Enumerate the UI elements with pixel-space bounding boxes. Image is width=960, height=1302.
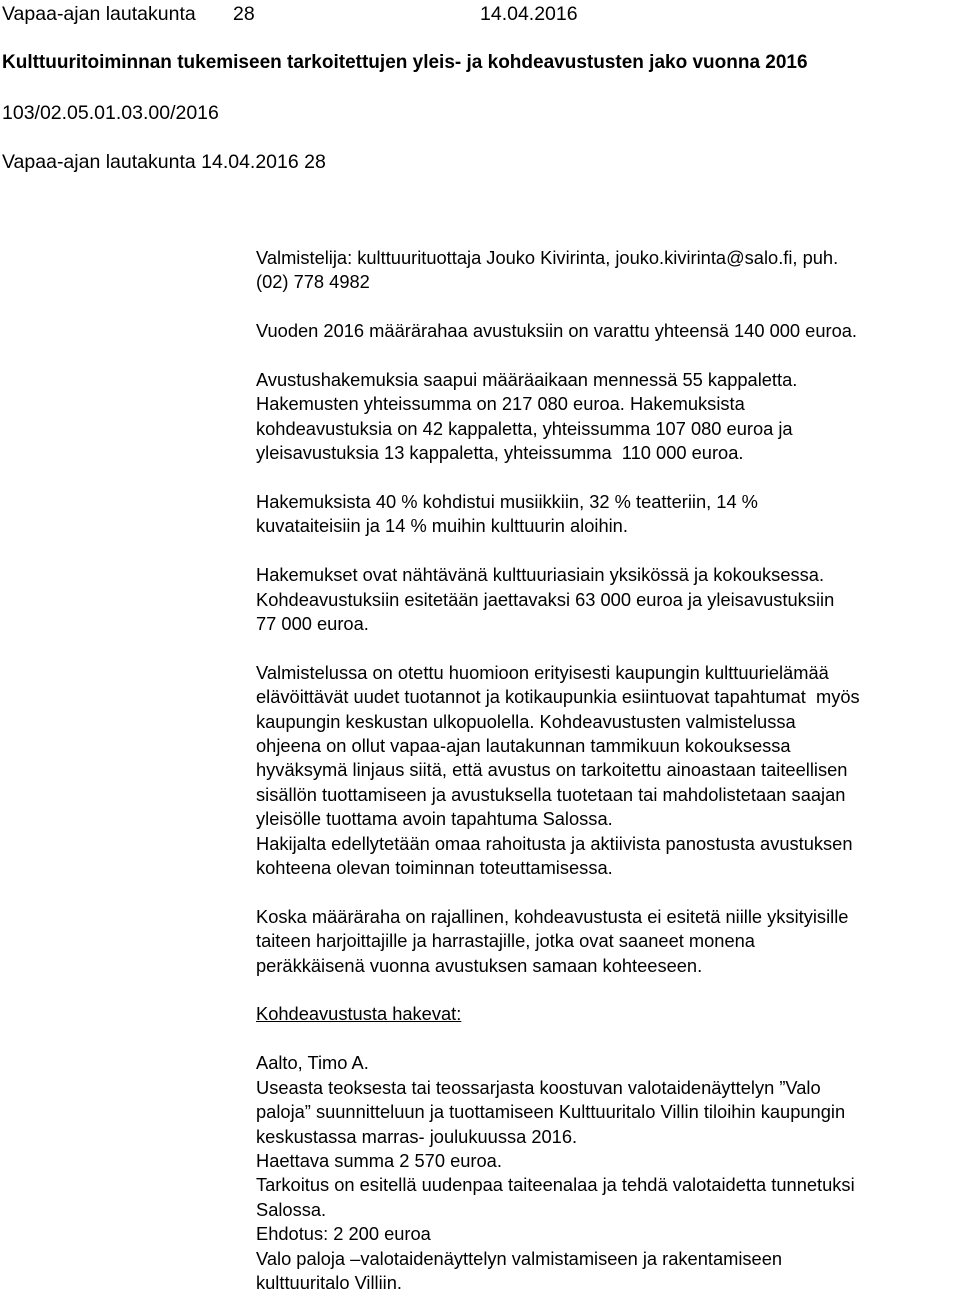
applications-line: Hakemusten yhteissumma on 217 080 euroa. Hakemuksista	[256, 393, 745, 415]
applicant-line: Valo paloja –valotaidenäyttelyn valmistamiseen ja rakentamiseen	[256, 1247, 783, 1269]
applicant-line: keskustassa marras- joulukuussa 2016.	[256, 1125, 578, 1147]
viewing-line: 77 000 euroa.	[256, 613, 369, 635]
applicants-heading: Kohdeavustusta hakevat:	[256, 1003, 462, 1025]
applicant-line: Haettava summa 2 570 euroa.	[256, 1149, 502, 1171]
document-title: Kulttuuritoiminnan tukemiseen tarkoitettujen yleis- ja kohdeavustusten jako vuonna 2016	[2, 52, 808, 73]
diary-number: 103/02.05.01.03.00/2016	[2, 102, 219, 124]
header-organ: Vapaa-ajan lautakunta	[2, 3, 196, 25]
applicant-line: kulttuuritalo Villiin.	[256, 1271, 402, 1293]
preparation-line: yleisölle tuottama avoin tapahtuma Salossa.	[256, 808, 613, 830]
limitation-line: taiteen harjoittajille ja harrastajille, jotka ovat saaneet monena	[256, 930, 755, 952]
applicant-line: Salossa.	[256, 1198, 327, 1220]
applicant-proposal: Ehdotus: 2 200 euroa	[256, 1223, 431, 1245]
preparation-line: Valmistelussa on otettu huomioon erityisesti kaupungin kulttuurielämää	[256, 661, 829, 683]
viewing-line: Hakemukset ovat nähtävänä kulttuuriasiain yksikössä ja kokouksessa.	[256, 564, 825, 586]
meeting-line: Vapaa-ajan lautakunta 14.04.2016 28	[2, 151, 326, 173]
preparer-line: Valmistelija: kulttuurituottaja Jouko Kivirinta, jouko.kivirinta@salo.fi, puh.	[256, 247, 839, 268]
limitation-line: peräkkäisenä vuonna avustuksen samaan kohteeseen.	[256, 954, 703, 976]
header-section-number: 28	[233, 3, 255, 25]
viewing-line: Kohdeavustuksiin esitetään jaettavaksi 63 000 euroa ja yleisavustuksiin	[256, 588, 835, 610]
applications-line: Avustushakemuksia saapui määräaikaan mennessä 55 kappaletta.	[256, 369, 798, 390]
preparation-line: kohteena olevan toiminnan toteuttamisessa.	[256, 857, 613, 879]
budget-paragraph: Vuoden 2016 määrärahaa avustuksiin on varattu yhteensä 140 000 euroa.	[256, 320, 857, 342]
preparation-line: elävöittävät uudet tuotannot ja kotikaupunkia esiintuovat tapahtumat myös	[256, 686, 860, 708]
applications-line: kohdeavustuksia on 42 kappaletta, yhteissumma 107 080 euroa ja	[256, 417, 793, 439]
applicant-name: Aalto, Timo A.	[256, 1052, 369, 1074]
document-body	[256, 246, 956, 1295]
applications-line: yleisavustuksia 13 kappaletta, yhteissumma 110 000 euroa.	[256, 442, 744, 464]
preparation-line: hyväksymä linjaus siitä, että avustus on tarkoitettu ainoastaan taiteellisen	[256, 759, 848, 781]
limitation-line: Koska määräraha on rajallinen, kohdeavustusta ei esitetä niille yksityisille	[256, 905, 849, 927]
preparation-line: sisällön tuottamiseen ja avustuksella tuotetaan tai mahdolistetaan saajan	[256, 783, 846, 805]
preparer-phone: (02) 778 4982	[256, 271, 370, 293]
distribution-line: kuvataiteisiin ja 14 % muihin kulttuurin aloihin.	[256, 515, 628, 537]
applicant-line: Useasta teoksesta tai teossarjasta koostuvan valotaidenäyttelyn ”Valo	[256, 1076, 821, 1098]
distribution-line: Hakemuksista 40 % kohdistui musiikkiin, 32 % teatteriin, 14 %	[256, 491, 758, 513]
applicant-line: paloja” suunnitteluun ja tuottamiseen Kulttuuritalo Villin tiloihin kaupungin	[256, 1101, 846, 1123]
applicant-line: Tarkoitus on esitellä uudenpaa taiteenalaa ja tehdä valotaidetta tunnetuksi	[256, 1174, 855, 1196]
preparation-line: ohjeena on ollut vapaa-ajan lautakunnan tammikuun kokouksessa	[256, 735, 791, 757]
preparation-line: Hakijalta edellytetään omaa rahoitusta ja aktiivista panostusta avustuksen	[256, 832, 853, 854]
preparation-line: kaupungin keskustan ulkopuolella. Kohdeavustusten valmistelussa	[256, 710, 796, 732]
header-date: 14.04.2016	[480, 3, 578, 25]
